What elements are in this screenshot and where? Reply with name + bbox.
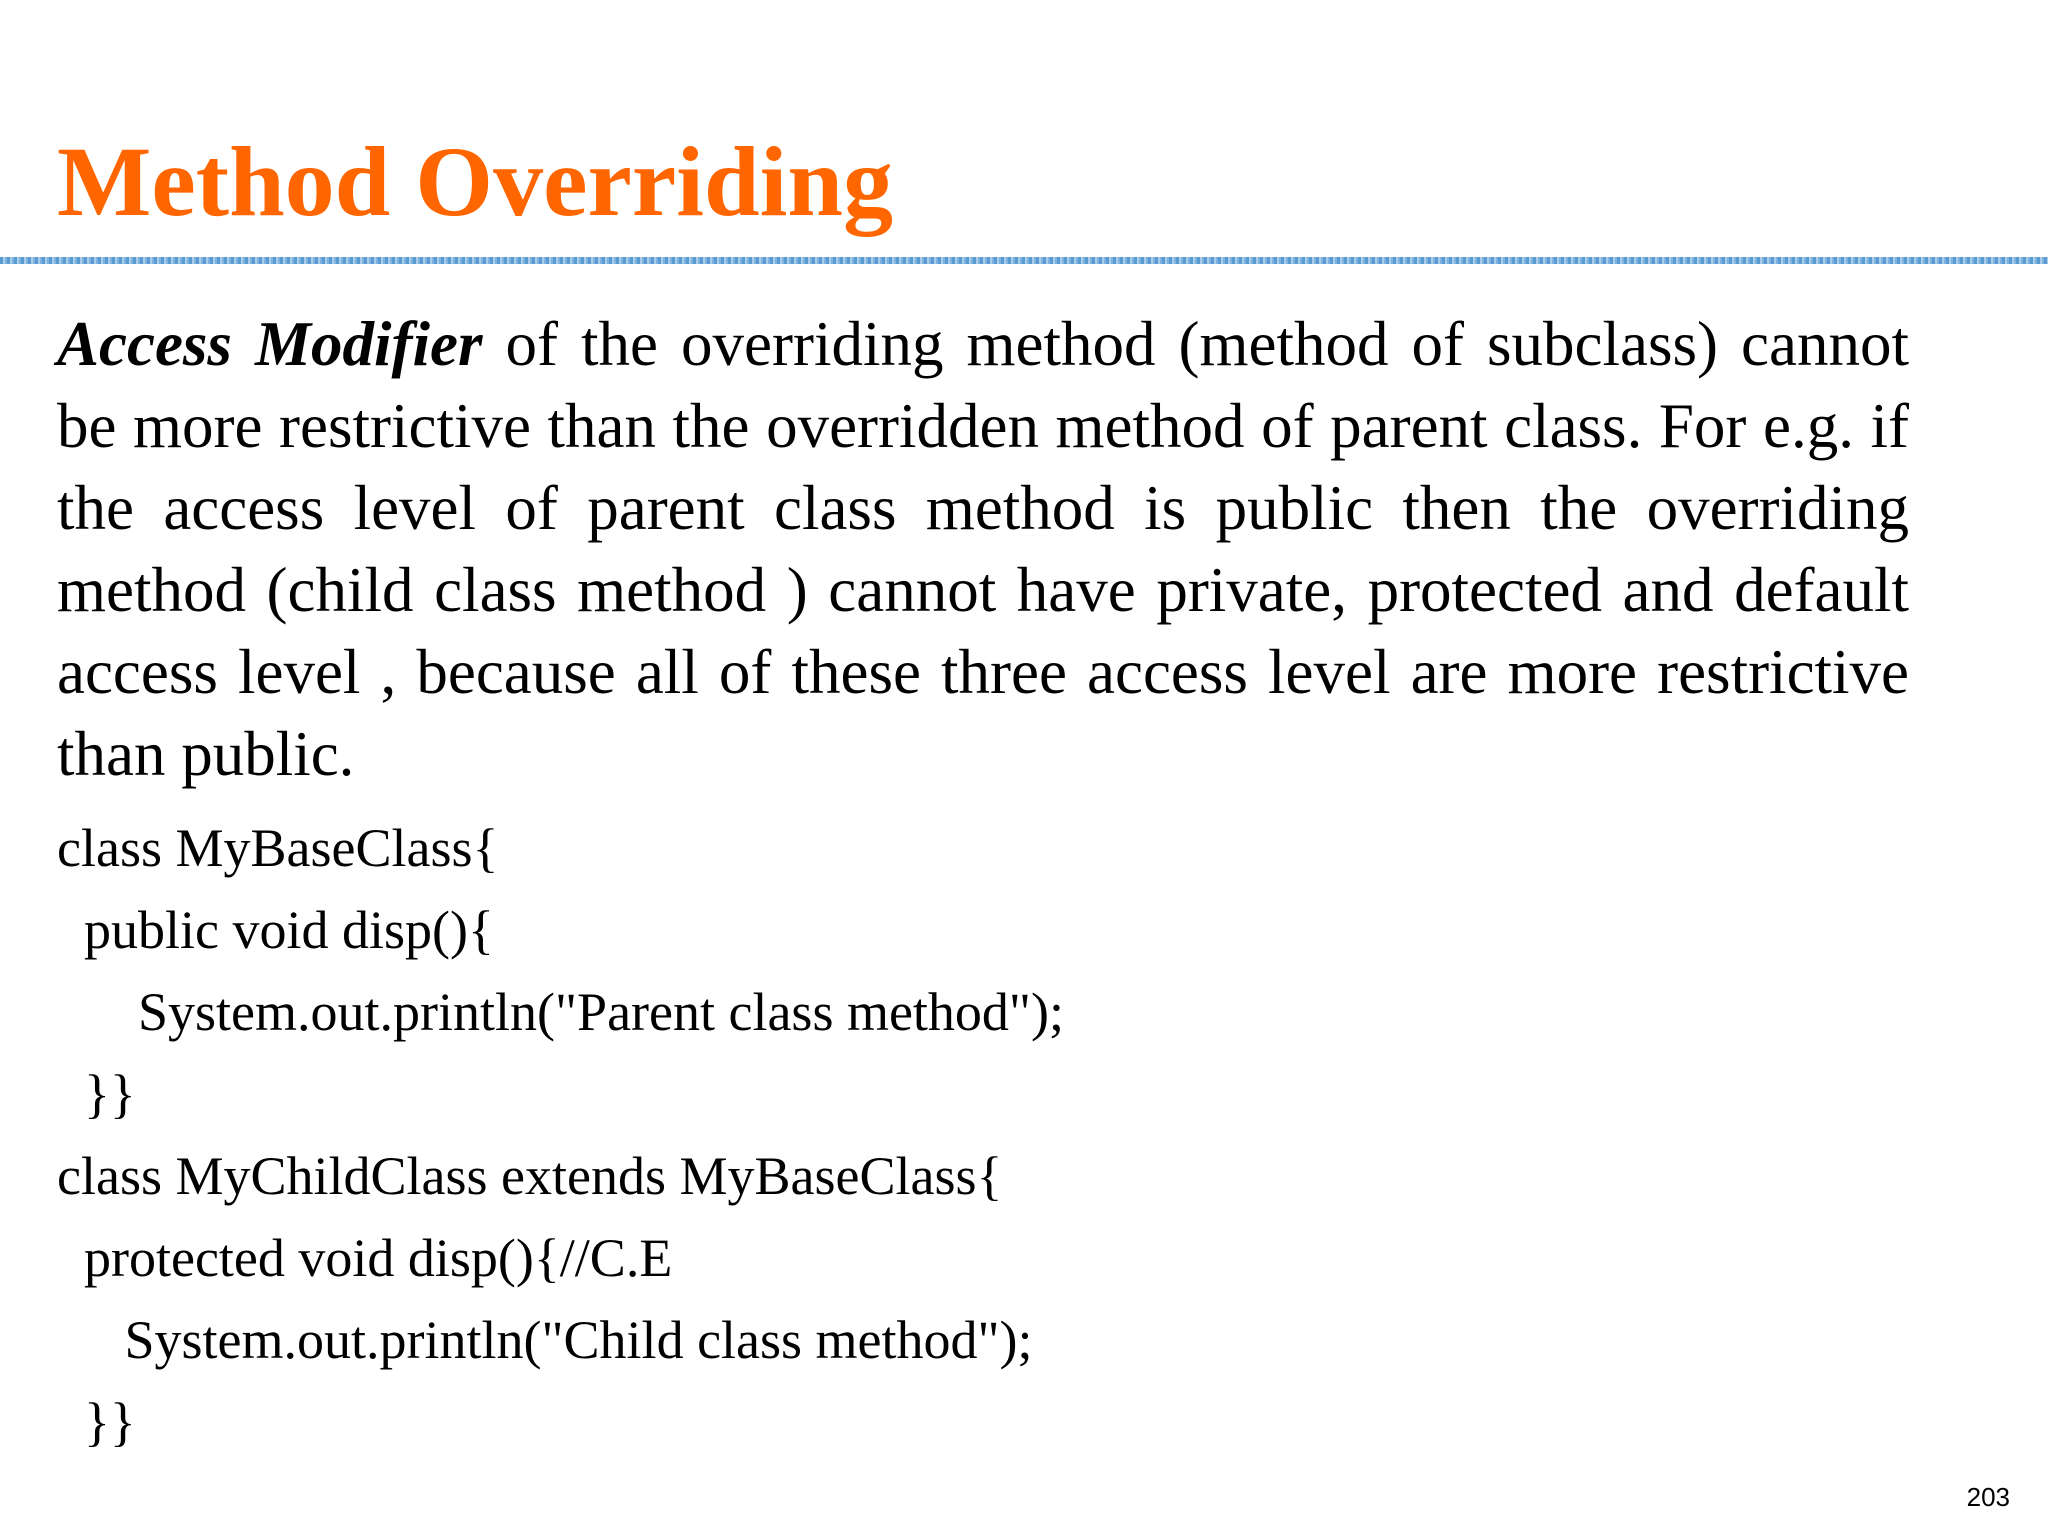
code-line: public void disp(){ [57, 900, 494, 960]
access-modifier-emphasis: Access Modifier [57, 309, 483, 379]
slide-title: Method Overriding [57, 126, 894, 237]
page-number: 203 [1966, 1482, 2010, 1512]
code-block [57, 807, 1857, 1463]
code-line: class MyBaseClass{ [57, 818, 499, 878]
title-divider [0, 257, 2048, 264]
body-text: of the overriding method (method of subclass) cannot be more restrictive than the overridden method of parent class. For e.g. if the access level of parent class method is public then the overriding method (child class method ) cannot have private, protected and default access level , because all of these three access level are more restrictive than public. [57, 309, 1909, 789]
code-line: class MyChildClass extends MyBaseClass{ [57, 1146, 1003, 1206]
code-line: }} [57, 1064, 136, 1124]
body-paragraph [57, 303, 1909, 795]
code-line: }} [57, 1392, 136, 1452]
code-line: protected void disp(){//C.E [57, 1228, 673, 1288]
code-line: System.out.println("Child class method"); [57, 1310, 1033, 1370]
code-line: System.out.println("Parent class method"); [57, 982, 1064, 1042]
